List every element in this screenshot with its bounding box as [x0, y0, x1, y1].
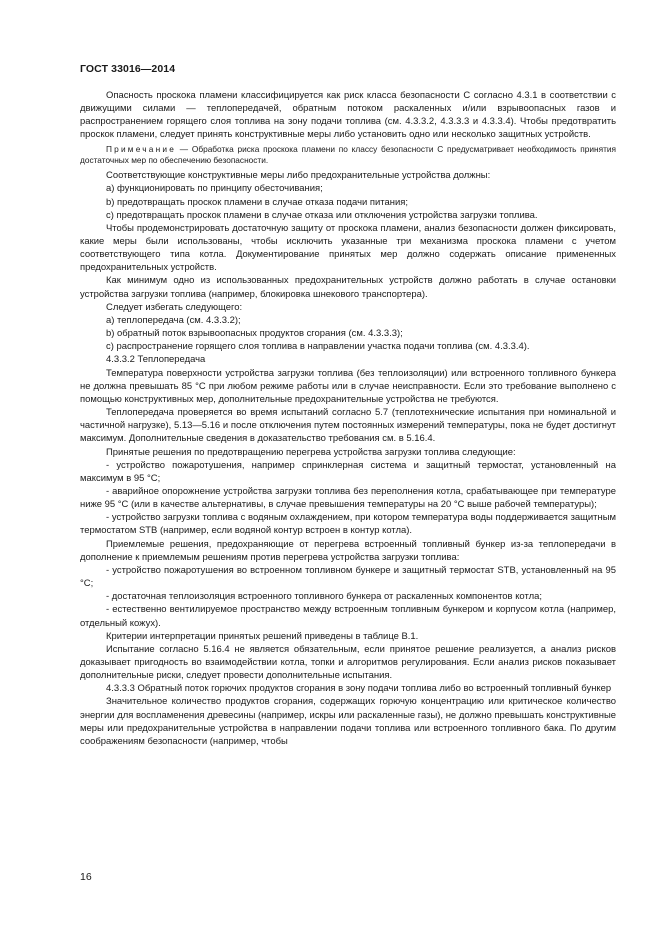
body-paragraph: 4.3.3.3 Обратный поток горючих продуктов сгорания в зону подачи топлива либо во встроенный топливный бункер — [106, 683, 612, 695]
body-paragraph: - устройство пожаротушения во встроенном топливном бункере и защитный термостат STB, установленный на 95 °C; — [80, 564, 616, 590]
body-paragraph: Приемлемые решения, предохраняющие от перегрева встроенный топливный бункер из-за теплопередачи в дополнение к приемлемым решениям против перегрева устройства загрузки топлива: — [80, 538, 616, 563]
body-paragraph: Критерии интерпретации принятых решений приведены в таблице В.1. — [106, 630, 419, 642]
body-paragraph: Чтобы продемонстрировать достаточную защиту от проскока пламени, анализ безопасности должен фиксировать, какие меры были использованы, чтобы исключить указанные три механизма проскока пламени с учетом соответствующего типа котла. Документирование принятых мер должно содержать описание примененных предохранительных устройств. — [80, 222, 616, 274]
body-paragraph: Температура поверхности устройства загрузки топлива (без теплоизоляции) или встроенного топливного бункера не должна превышать 85 °C при любом режиме работы или в случае неисправности. Если это требование выполнено с помощью конструктивных мер, дополнительные предохранительные устройства не требуются. — [80, 367, 616, 405]
body-paragraph: 4.3.3.2 Теплопередача — [106, 354, 206, 366]
body-paragraph: b) обратный поток взрывоопасных продуктов сгорания (см. 4.3.3.3); — [106, 328, 403, 340]
body-paragraph: Соответствующие конструктивные меры либо предохранительные устройства должны: — [106, 170, 491, 182]
body-paragraph: Принятые решения по предотвращению перегрева устройства загрузки топлива следующие: — [106, 446, 516, 458]
note-label: Примечание — [106, 143, 177, 154]
note-text: — Обработка риска проскока пламени по классу безопасности С предусматривает необходимость принятия достаточных мер по обеспечению безопасности. — [80, 143, 616, 165]
page-number: 16 — [80, 871, 92, 883]
document-header: ГОСТ 33016—2014 — [80, 63, 176, 75]
body-paragraph: - достаточная теплоизоляция встроенного топливного бункера от раскаленных компонентов котла; — [106, 591, 542, 603]
body-paragraph: Опасность проскока пламени классифицируется как риск класса безопасности С согласно 4.3.1 в соответствии с движущими силами — теплопередачей, обратным потоком раскаленных и/или взрывоопасных газов и распространением горящего слоя топлива на зону подачи топлива (см. 4.3.3.2, 4.3.3.3 и 4.3.3.4). Чтобы предотвратить проскок пламени, следует принять конструктивные меры либо установить одно или несколько защитных устройств. — [80, 90, 616, 141]
body-paragraph: b) предотвращать проскок пламени в случае отказа подачи питания; — [106, 196, 408, 208]
body-paragraph: Следует избегать следующего: — [106, 301, 243, 313]
body-paragraph: - аварийное опорожнение устройства загрузки топлива без переполнения котла, срабатывающее при температуре ниже 95 °C (или в качестве альтернативы, в случае превышения температуры на 20 °C выше рабочей температуры); — [80, 485, 616, 511]
body-paragraph: a) теплопередача (см. 4.3.3.2); — [106, 314, 241, 326]
body-paragraph: - естественно вентилируемое пространство между встроенным топливным бункером и корпусом котла (например, отдельный кожух). — [80, 604, 616, 629]
body-paragraph: - устройство пожаротушения, например спринклерная система и защитный термостат, установленный на максимум в 95 °C; — [80, 459, 616, 484]
body-paragraph: Теплопередача проверяется во время испытаний согласно 5.7 (теплотехнические испытания при номинальной и частичной нагрузке), 5.13—5.16 и после отключения путем постоянных измерений температуры, пока не будет достигнут максимум. Дополнительные сведения в доказательство требования см. в 5.16.4. — [80, 407, 616, 445]
body-paragraph: a) функционировать по принципу обесточивания; — [106, 183, 323, 195]
body-paragraph: Значительное количество продуктов сгорания, содержащих горючую концентрацию или критическое количество энергии для воспламенения древесины (например, искры или раскаленные газы), не должно превышать конструктивные меры или предохранительные устройства в направлении подачи топлива или встроенного топливного бака. По другим соображениям безопасности (например, чтобы — [80, 696, 616, 747]
note-paragraph — [80, 144, 616, 167]
body-paragraph: c) предотвращать проскок пламени в случае отказа или отключения устройства загрузки топлива. — [106, 209, 538, 221]
body-paragraph: Как минимум одно из использованных предохранительных устройств должно работать в случае остановки устройства загрузки топлива (например, блокировка шнекового транспортера). — [80, 275, 616, 300]
body-paragraph: - устройство загрузки топлива с водяным охлаждением, при котором температура воды поддерживается защитным термостатом STB (например, если водяной контур встроен в контур котла). — [80, 512, 616, 537]
body-paragraph: c) распространение горящего слоя топлива в направлении участка подачи топлива (см. 4.3.3.4). — [106, 341, 530, 353]
document-body — [80, 89, 616, 748]
body-paragraph: Испытание согласно 5.16.4 не является обязательным, если принятое решение реализуется, а анализ рисков доказывает пригодность во взаимодействии котла, топки и алгоритмов регулирования. Если анализ рисков показывает дополнительные риски, следует провести дополнительные испытания. — [80, 643, 616, 682]
